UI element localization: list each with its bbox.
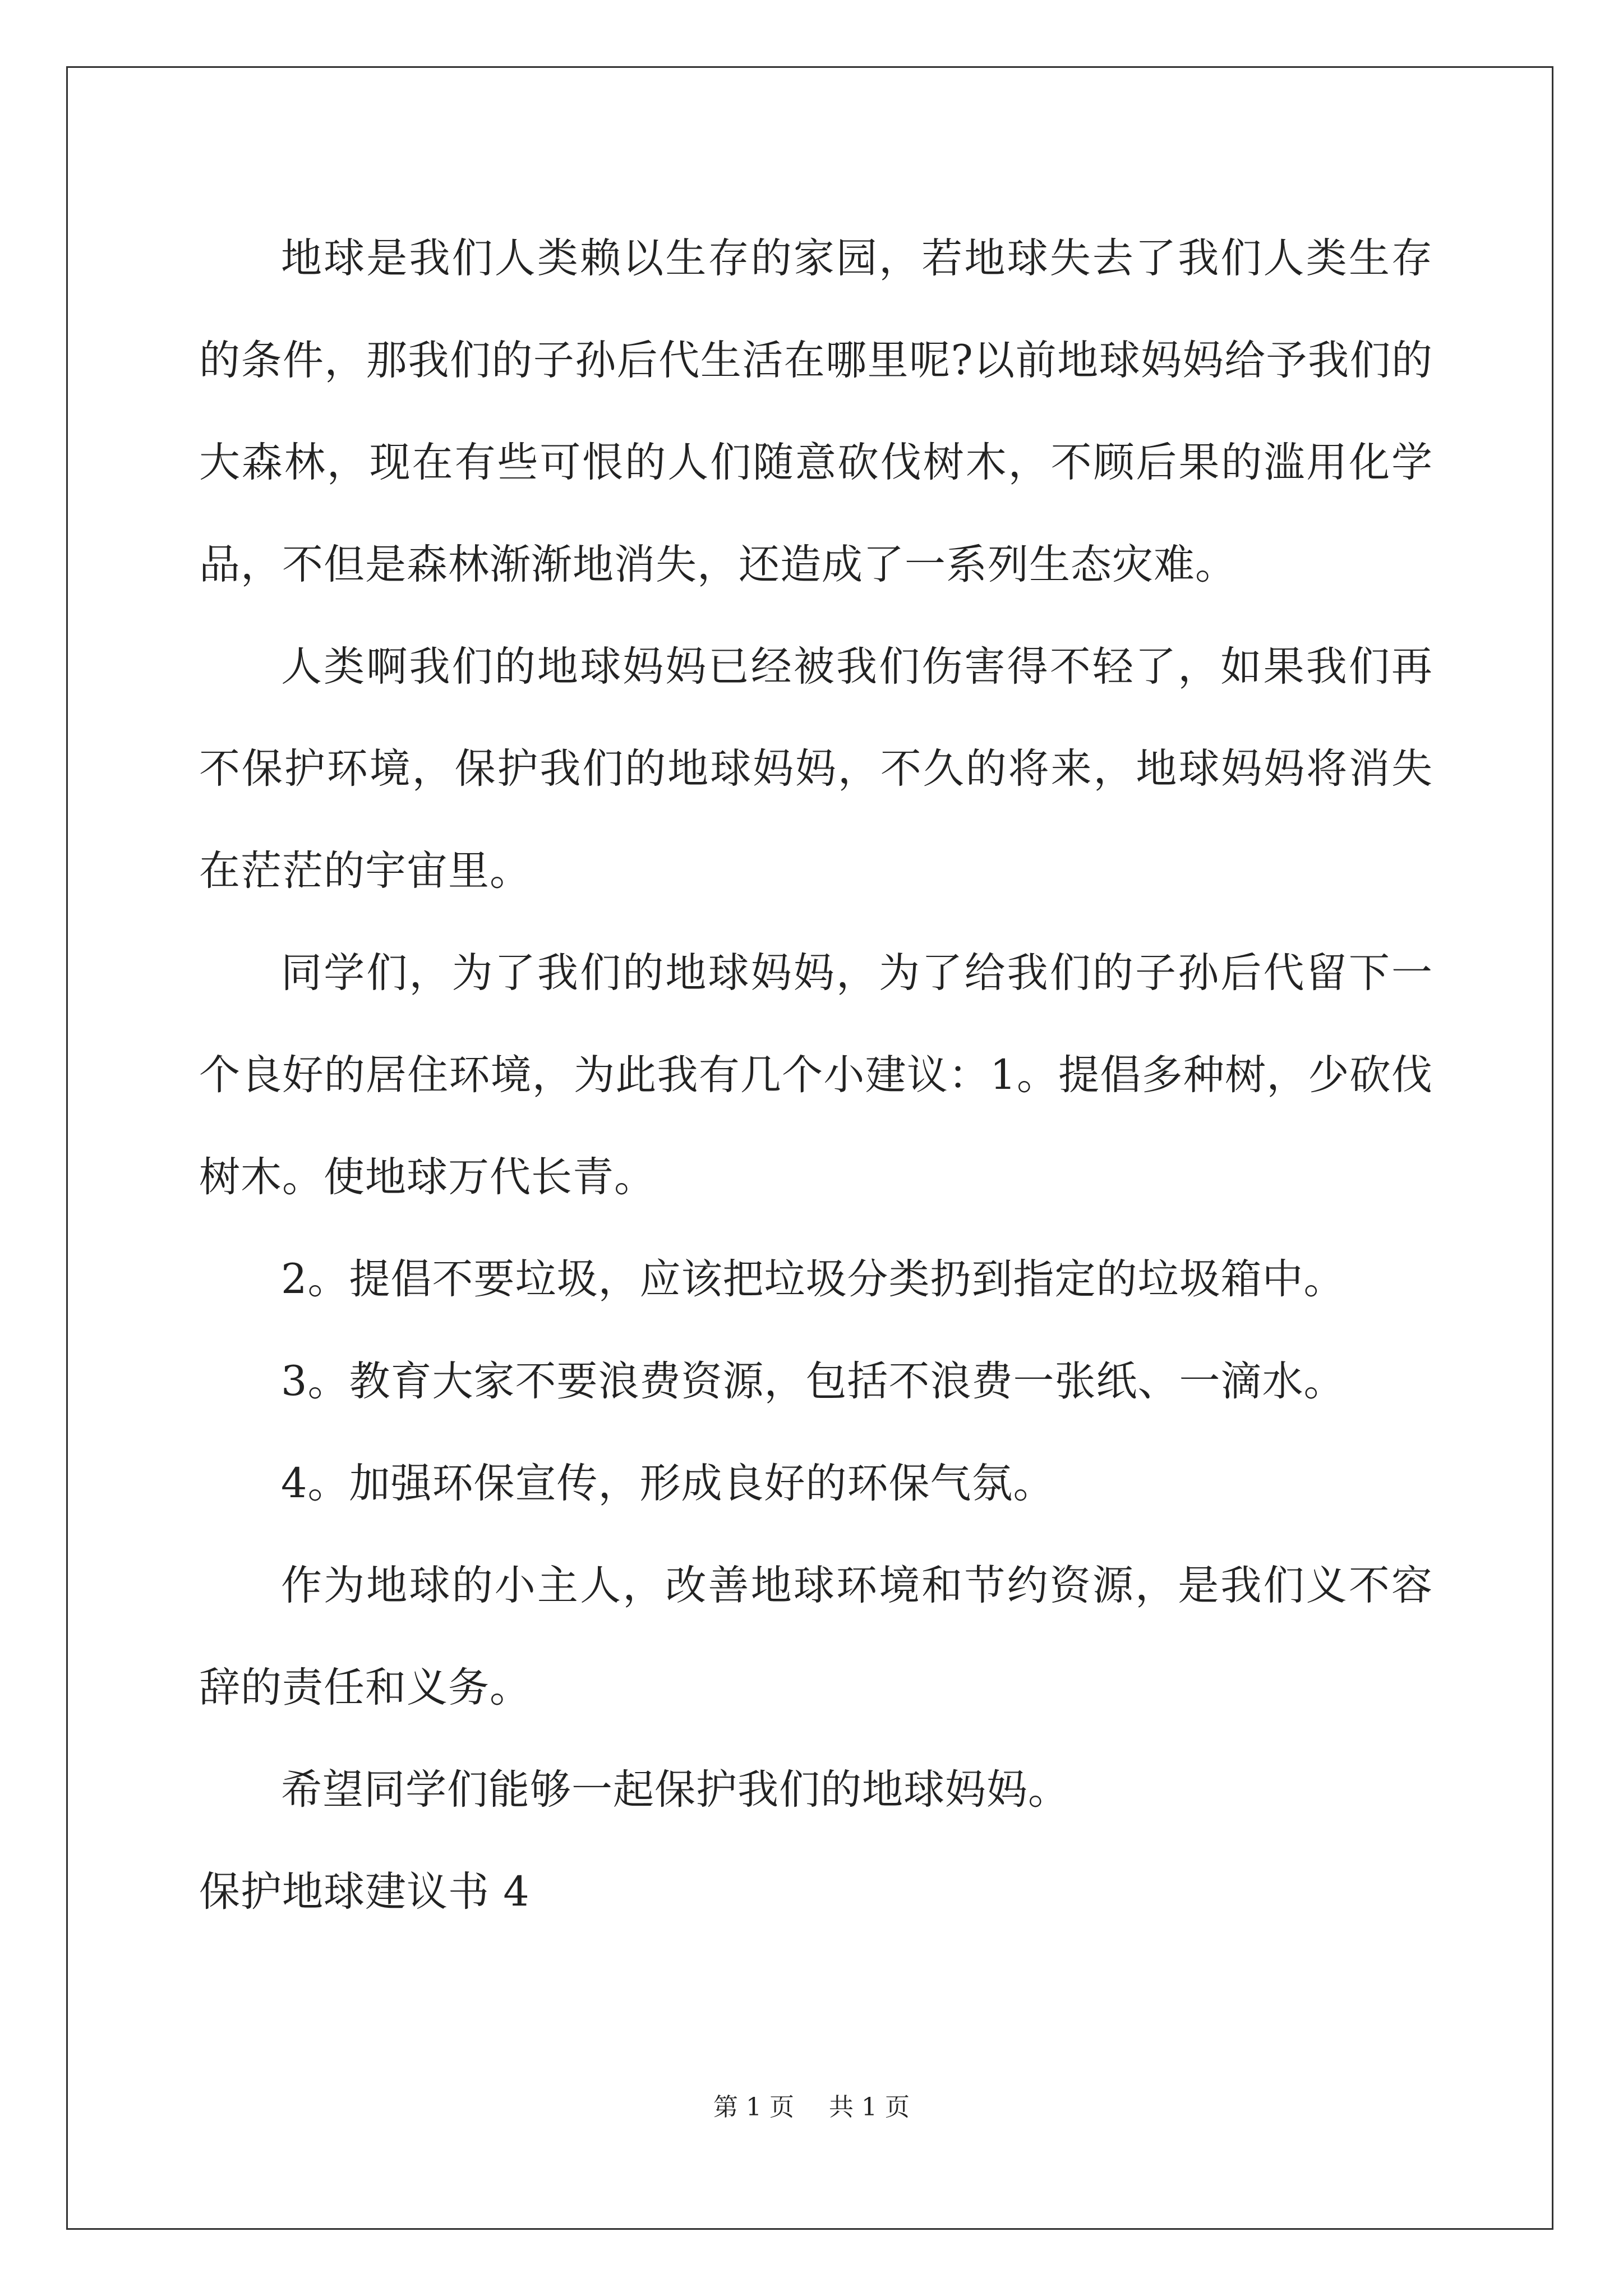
paragraph-6: 4。加强环保宣传，形成良好的环保气氛。 bbox=[281, 1460, 1055, 1507]
paragraph-8: 希望同学们能够一起保护我们的地球妈妈。 bbox=[281, 1766, 1069, 1814]
document-body bbox=[199, 208, 1433, 1943]
page-number-current: 第 1 页 bbox=[713, 2093, 794, 2122]
paragraph-2: 人类啊我们的地球妈妈已经被我们伤害得不轻了，如果我们再不保护环境，保护我们的地球妈妈，不久的将来，地球妈妈将消失在茫茫的宇宙里。 bbox=[199, 643, 1433, 895]
page-number-total: 共 1 页 bbox=[829, 2093, 910, 2122]
paragraph-3: 同学们，为了我们的地球妈妈，为了给我们的子孙后代留下一个良好的居住环境，为此我有几个小建议：1。提倡多种树，少砍伐树木。使地球万代长青。 bbox=[199, 949, 1433, 1201]
page-footer bbox=[0, 2087, 1623, 2123]
paragraph-4: 2。提倡不要垃圾，应该把垃圾分类扔到指定的垃圾箱中。 bbox=[281, 1255, 1345, 1303]
section-heading: 保护地球建议书 4 bbox=[199, 1868, 530, 1916]
paragraph-1: 地球是我们人类赖以生存的家园，若地球失去了我们人类生存的条件，那我们的子孙后代生活在哪里呢?以前地球妈妈给予我们的大森林，现在有些可恨的人们随意砍伐树木，不顾后果的滥用化学品，不但是森林渐渐地消失，还造成了一系列生态灾难。 bbox=[199, 234, 1433, 588]
paragraph-5: 3。教育大家不要浪费资源，包括不浪费一张纸、一滴水。 bbox=[281, 1358, 1345, 1405]
paragraph-7: 作为地球的小主人，改善地球环境和节约资源，是我们义不容辞的责任和义务。 bbox=[199, 1562, 1433, 1711]
